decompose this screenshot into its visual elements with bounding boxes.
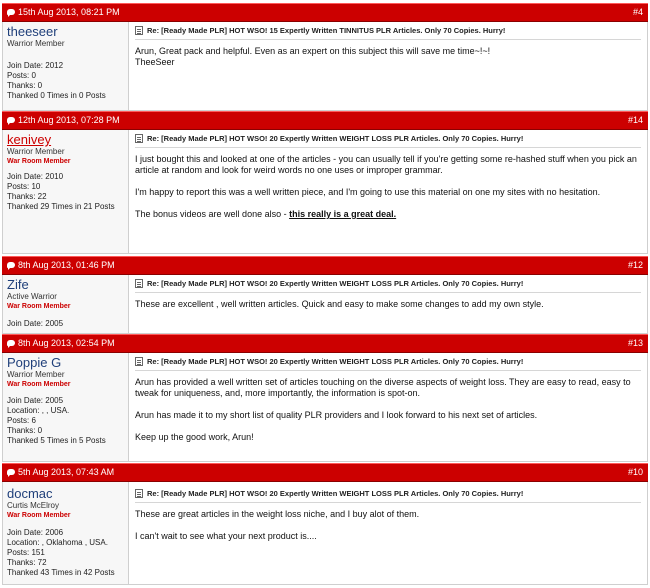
post-date-text: 8th Aug 2013, 01:46 PM xyxy=(18,260,115,270)
post-title-text: Re: [Ready Made PLR] HOT WSO! 20 Expertly Written WEIGHT LOSS PLR Articles. Only 70 Copies. Hurry! xyxy=(147,279,524,288)
message-paragraph: Arun has made it to my short list of quality PLR providers and I look forward to his next set of articles. xyxy=(135,410,538,420)
user-stats xyxy=(7,528,124,578)
post-status-icon xyxy=(7,340,15,346)
post-message xyxy=(135,46,641,68)
post-body xyxy=(129,353,648,462)
thanks-count: Thanks: 0 xyxy=(7,426,43,435)
join-date: Join Date: 2005 xyxy=(7,319,64,328)
thanked-count: Thanked 5 Times in 5 Posts xyxy=(7,436,106,445)
join-date: Join Date: 2006 xyxy=(7,528,64,537)
message-paragraph: Arun has provided a well written set of articles touching on the diverse aspects of weight loss. They are easy to read, easy to tweak for uniqueness, and, more importantly, the information is spot-on. xyxy=(135,377,631,398)
user-title: Warrior Member xyxy=(7,39,65,48)
join-date: Join Date: 2010 xyxy=(7,172,64,181)
post-date xyxy=(7,260,115,270)
post-message xyxy=(135,299,641,310)
location: Location: , Oklahoma , USA. xyxy=(7,538,108,547)
post-10 xyxy=(2,463,648,585)
post-body xyxy=(129,482,648,585)
thanks-count: Thanks: 0 xyxy=(7,81,43,90)
username-link[interactable]: theeseer xyxy=(7,24,58,39)
thanks-count: Thanks: 22 xyxy=(7,192,47,201)
post-4 xyxy=(2,3,648,111)
user-info xyxy=(2,130,129,254)
post-date xyxy=(7,338,115,348)
post-count: Posts: 151 xyxy=(7,548,45,557)
post-message xyxy=(135,377,641,443)
message-paragraph: These are excellent , well written articles. Quick and easy to make some changes to add my own style. xyxy=(135,299,544,309)
user-info xyxy=(2,482,129,585)
username-link[interactable]: Poppie G xyxy=(7,355,62,370)
user-title: Curtis McElroy xyxy=(7,501,60,510)
post-title xyxy=(135,134,641,148)
username-link[interactable]: Zife xyxy=(7,277,29,292)
thanked-count: Thanked 0 Times in 0 Posts xyxy=(7,91,106,100)
post-message xyxy=(135,154,641,220)
user-stats xyxy=(7,172,124,212)
message-paragraph: I just bought this and looked at one of the articles - you can usually tell if you're getting some re-hashed stuff when you pick an article at random and look for weird words no one uses or improper grammar. xyxy=(135,154,637,175)
user-stats xyxy=(7,319,124,329)
post-12 xyxy=(2,256,648,334)
post-header xyxy=(2,3,648,22)
post-title-text: Re: [Ready Made PLR] HOT WSO! 15 Expertly Written TINNITUS PLR Articles. Only 70 Copies. Hurry! xyxy=(147,26,506,35)
post-body xyxy=(129,22,648,111)
post-status-icon xyxy=(7,262,15,268)
post-number-link[interactable]: #12 xyxy=(627,260,643,270)
message-paragraph: Keep up the good work, Arun! xyxy=(135,432,254,442)
document-icon xyxy=(135,279,143,288)
message-paragraph: I can't wait to see what your next product is.... xyxy=(135,531,317,541)
join-date: Join Date: 2005 xyxy=(7,396,64,405)
post-date xyxy=(7,115,120,125)
post-date-text: 12th Aug 2013, 07:28 PM xyxy=(18,115,120,125)
post-body xyxy=(129,130,648,254)
message-paragraph: Arun, Great pack and helpful. Even as an expert on this subject this will save me time~!~! xyxy=(135,46,491,56)
post-title xyxy=(135,279,641,293)
post-title xyxy=(135,357,641,371)
message-paragraph: I'm happy to report this was a well written piece, and I'm going to use this material on one my sites with no hesitation. xyxy=(135,187,601,197)
post-title-text: Re: [Ready Made PLR] HOT WSO! 20 Expertly Written WEIGHT LOSS PLR Articles. Only 70 Copies. Hurry! xyxy=(147,357,524,366)
post-header xyxy=(2,256,648,275)
post-date-text: 15th Aug 2013, 08:21 PM xyxy=(18,7,120,17)
post-title-text: Re: [Ready Made PLR] HOT WSO! 20 Expertly Written WEIGHT LOSS PLR Articles. Only 70 Copies. Hurry! xyxy=(147,489,524,498)
thanks-count: Thanks: 72 xyxy=(7,558,47,567)
post-14 xyxy=(2,111,648,254)
user-info xyxy=(2,353,129,462)
user-info xyxy=(2,275,129,334)
document-icon xyxy=(135,489,143,498)
post-count: Posts: 0 xyxy=(7,71,36,80)
post-date-text: 5th Aug 2013, 07:43 AM xyxy=(18,467,115,477)
location: Location: , , USA. xyxy=(7,406,70,415)
message-text: The bonus videos are well done also - xyxy=(135,209,290,219)
user-rank: War Room Member xyxy=(7,303,71,310)
post-header xyxy=(2,111,648,130)
post-number-link[interactable]: #10 xyxy=(627,467,643,477)
user-rank: War Room Member xyxy=(7,381,71,388)
user-title: Warrior Member xyxy=(7,147,65,156)
post-number-link[interactable]: #14 xyxy=(627,115,643,125)
post-title-text: Re: [Ready Made PLR] HOT WSO! 20 Expertly Written WEIGHT LOSS PLR Articles. Only 70 Copies. Hurry! xyxy=(147,134,524,143)
post-status-icon xyxy=(7,469,15,475)
document-icon xyxy=(135,134,143,143)
document-icon xyxy=(135,357,143,366)
post-date-text: 8th Aug 2013, 02:54 PM xyxy=(18,338,115,348)
emphasized-text: this really is a great deal. xyxy=(289,209,397,219)
post-body xyxy=(129,275,648,334)
post-status-icon xyxy=(7,9,15,15)
post-date xyxy=(7,467,114,477)
user-title: Warrior Member xyxy=(7,370,65,379)
post-13 xyxy=(2,334,648,462)
message-paragraph xyxy=(135,209,641,220)
user-rank: War Room Member xyxy=(7,512,71,519)
user-rank: War Room Member xyxy=(7,158,71,165)
post-header xyxy=(2,334,648,353)
post-message xyxy=(135,509,641,542)
post-header xyxy=(2,463,648,482)
thanked-count: Thanked 43 Times in 42 Posts xyxy=(7,568,115,577)
post-count: Posts: 10 xyxy=(7,182,41,191)
post-date xyxy=(7,7,120,17)
message-paragraph: These are great articles in the weight loss niche, and I buy alot of them. xyxy=(135,509,420,519)
user-title: Active Warrior xyxy=(7,292,57,301)
post-number-link[interactable]: #4 xyxy=(632,7,643,17)
username-link[interactable]: docmac xyxy=(7,486,53,501)
join-date: Join Date: 2012 xyxy=(7,61,64,70)
user-stats xyxy=(7,396,124,446)
message-signature: TheeSeer xyxy=(135,57,175,67)
post-number-link[interactable]: #13 xyxy=(627,338,643,348)
thanked-count: Thanked 29 Times in 21 Posts xyxy=(7,202,115,211)
document-icon xyxy=(135,26,143,35)
post-title xyxy=(135,489,641,503)
post-title xyxy=(135,26,641,40)
post-count: Posts: 6 xyxy=(7,416,36,425)
user-stats xyxy=(7,61,124,101)
username-link[interactable]: kenivey xyxy=(7,132,52,147)
user-info xyxy=(2,22,129,111)
post-status-icon xyxy=(7,117,15,123)
